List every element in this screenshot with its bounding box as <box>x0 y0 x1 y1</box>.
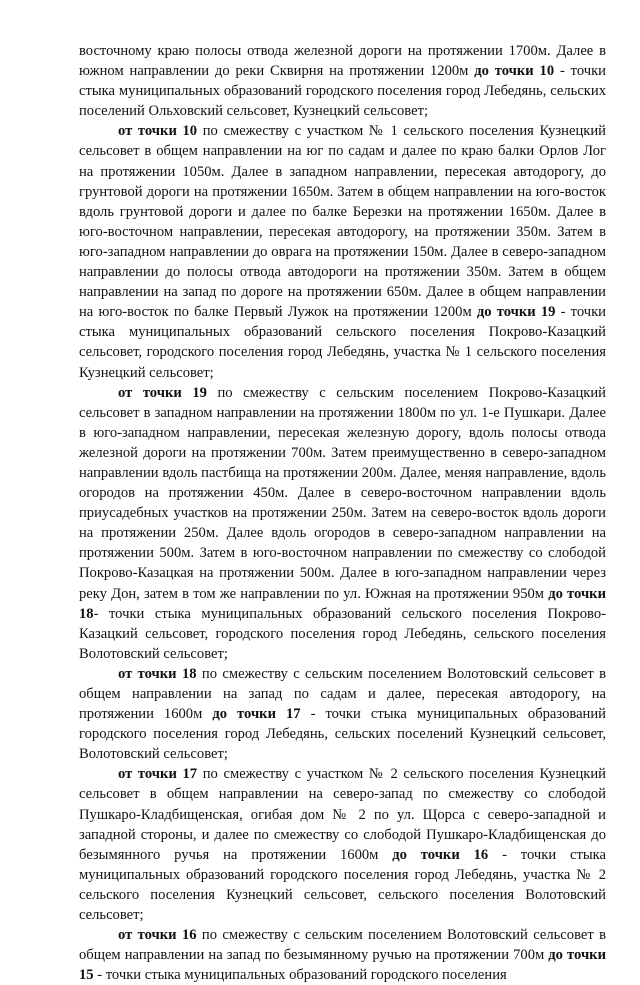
point-reference-from-16: от точки 16 <box>118 927 197 944</box>
paragraph-2-text: по смежеству с участком № 1 сельского поселения Кузнецкий сельсовет в общем направлении на юг по садам и далее по краю балки Орлов Лог на протяжении 1050м. Далее в западном направлении, пересекая автодорогу, до грунтовой дороги на протяжении 1650м. Затем в общем направлении на юго-восток вдоль грунтовой дороги и далее по балке Березки на протяжении 1650м. Далее в юго-восточном направлении, пересекая автодорогу, на протяжении 350м. Затем в юго-западном направлении до оврага на протяжении 150м. Далее в северо-западном направлении до полосы отвода автодороги на протяжении 350м. Затем в общем направлении на запад по дороге на протяжении 650м. Далее в общем направлении на юго-восток по балке Первый Лужок на протяжении 1200м <box>79 123 606 321</box>
paragraph-1-text: восточному краю полосы отвода железной дороги на протяжении 1700м. Далее в южном направлении до реки Сквирня на протяжении 1200м <box>79 43 606 80</box>
paragraph-1 <box>79 41 606 121</box>
paragraph-6-text: по смежеству с сельским поселением Волотовский сельсовет в общем направлении на запад по безымянному ручью на протяжении 700м <box>79 927 606 964</box>
paragraph-4 <box>79 664 606 764</box>
point-reference-to-10: до точки 10 <box>474 63 555 80</box>
point-reference-from-19: от точки 19 <box>118 384 207 401</box>
point-reference-to-18: до точки 18 <box>79 585 606 622</box>
paragraph-3-text-end: - точки стыка муниципальных образований сельского поселения Покрово-Казацкий сельсовет, городского поселения город Лебедянь, сельского поселения Волотовский сельсовет; <box>79 605 606 662</box>
paragraph-5-text: по смежеству с участком № 2 сельского поселения Кузнецкий сельсовет в общем направлении на северо-запад по смежеству со слободой Пушкаро-Кладбищенская, огибая дом № 2 по ул. Щорса с северо-западной и западной стороны, и далее по смежеству со слободой Пушкаро-Кладбищенская до безымянного ручья на протяжении 1600м <box>79 766 606 863</box>
paragraph-6-text-end: - точки стыка муниципальных образований городского поселения <box>93 967 507 984</box>
paragraph-3 <box>79 383 606 664</box>
paragraph-5 <box>79 764 606 925</box>
point-reference-from-18: от точки 18 <box>118 665 197 682</box>
paragraph-6 <box>79 925 606 985</box>
paragraph-1-text-end: - точки стыка муниципальных образований городского поселения город Лебедянь, сельских поселений Ольховский сельсовет, Кузнецкий сельсовет; <box>79 63 606 120</box>
point-reference-from-17: от точки 17 <box>118 766 198 783</box>
point-reference-to-17: до точки 17 <box>212 706 301 723</box>
point-reference-to-16: до точки 16 <box>392 846 489 863</box>
document-page <box>79 41 606 985</box>
point-reference-to-15: до точки 15 <box>79 947 606 984</box>
paragraph-2 <box>79 121 606 382</box>
paragraph-4-text-end: - точки стыка муниципальных образований городского поселения город Лебедянь, сельских поселений Кузнецкий сельсовет, Волотовский сельсовет; <box>79 706 606 763</box>
paragraph-2-text-end: - точки стыка муниципальных образований сельского поселения Покрово-Казацкий сельсовет, городского поселения город Лебедянь, участка № 1 сельского поселения Кузнецкий сельсовет; <box>79 304 606 381</box>
point-reference-to-19: до точки 19 <box>476 304 556 321</box>
point-reference-from-10: от точки 10 <box>118 123 198 140</box>
paragraph-4-text: по смежеству с сельским поселением Волотовский сельсовет в общем направлении на запад по садам и далее, пересекая автодорогу, на протяжении 1600м <box>79 665 606 723</box>
paragraph-3-text: по смежеству с сельским поселением Покрово-Казацкий сельсовет в западном направлении на протяжении 1800м по ул. 1-е Пушкари. Далее в юго-западном направлении, пересекая железную дорогу, вдоль полосы отвода железной дороги на протяжении 700м. Затем преимущественно в северо-западном направлении вдоль пастбища на протяжении 200м. Далее, меняя направление, вдоль огородов на протяжении 450м. Далее в северо-восточном направлении вдоль приусадебных участков на протяжении 250м. Затем на северо-восток вдоль дороги на протяжении 250м. Далее вдоль огородов в северо-западном направлении на протяжении 500м. Затем в юго-восточном направлении по смежеству со слободой Покрово-Казацкая на протяжении 500м. Далее в юго-западном направлении через реку Дон, затем в том же направлении по ул. Южная на протяжении 950м <box>79 384 606 602</box>
paragraph-5-text-end: - точки стыка муниципальных образований городского поселения город Лебедянь, участка № 2 сельского поселения Кузнецкий сельсовет, сельского поселения Волотовский сельсовет; <box>79 846 606 924</box>
